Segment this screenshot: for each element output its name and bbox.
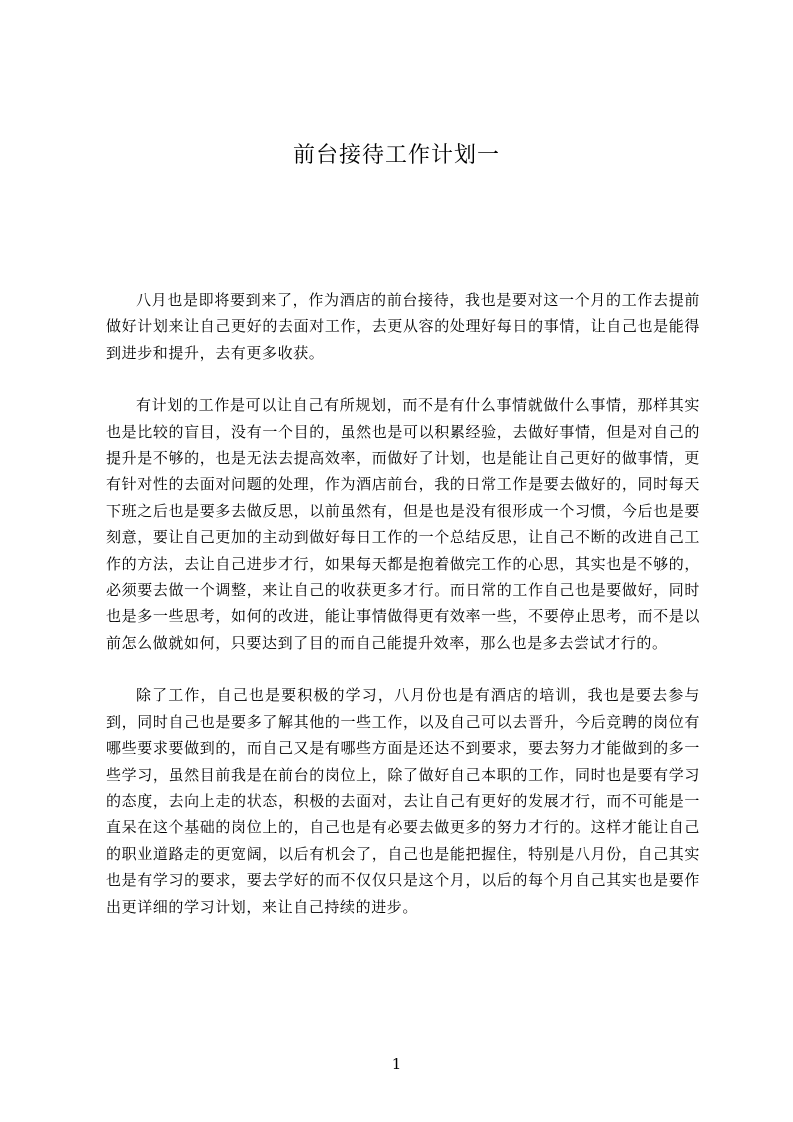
document-body — [106, 287, 700, 920]
paragraph-2: 有计划的工作是可以让自己有所规划，而不是有什么事情就做什么事情，那样其实也是比较的盲目，没有一个目的，虽然也是可以积累经验，去做好事情，但是对自己的提升是不够的，也是无法去提高效率，而做好了计划，也是能让自己更好的做事情，更有针对性的去面对问题的处理，作为酒店前台，我的日常工作是要去做好的，同时每天下班之后也是要多去做反思，以前虽然有，但是也是没有很形成一个习惯，今后也是要刻意，要让自己更加的主动到做好每日工作的一个总结反思，让自己不断的改进自己工作的方法，去让自己进步才行，如果每天都是抱着做完工作的心思，其实也是不够的，必须要去做一个调整，来让自己的收获更多才行。而日常的工作自己也是要做好，同时也是多一些思考，如何的改进，能让事情做得更有效率一些，不要停止思考，而不是以前怎么做就如何，只要达到了目的而自己能提升效率，那么也是多去尝试才行的。 — [106, 396, 700, 652]
document-title: 前台接待工作计划一 — [292, 143, 500, 168]
page-number: 1 — [391, 1055, 402, 1073]
paragraph-1: 八月也是即将要到来了，作为酒店的前台接待，我也是要对这一个月的工作去提前做好计划来让自己更好的去面对工作，去更从容的处理好每日的事情，让自己也是能得到进步和提升，去有更多收获。 — [106, 291, 700, 362]
paragraph-3: 除了工作，自己也是要积极的学习，八月份也是有酒店的培训，我也是要去参与到，同时自己也是要多了解其他的一些工作，以及自己可以去晋升，今后竞聘的岗位有哪些要求要做到的，而自己又是有哪些方面是还达不到要求，要去努力才能做到的多一些学习，虽然目前我是在前台的岗位上，除了做好自己本职的工作，同时也是要有学习的态度，去向上走的状态，积极的去面对，去让自己有更好的发展才行，而不可能是一直呆在这个基础的岗位上的，自己也是有必要去做更多的努力才行的。这样才能让自己的职业道路走的更宽阔，以后有机会了，自己也是能把握住，特别是八月份，自己其实也是有学习的要求，要去学好的而不仅仅只是这个月，以后的每个月自己其实也是要作出更详细的学习计划，来让自己持续的进步。 — [106, 686, 700, 916]
